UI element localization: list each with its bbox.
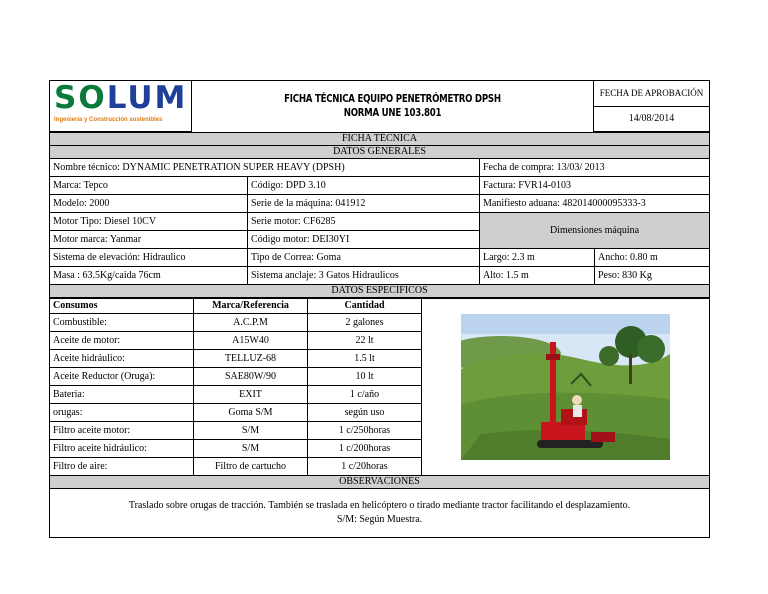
masa: Masa : 63.5Kg/caida 76cm (50, 267, 248, 285)
consumo-cantidad: 1 c/20horas (308, 458, 422, 476)
penetrometer-machine-photo (461, 314, 670, 460)
marca-referencia-header: Marca/Referencia (194, 299, 308, 314)
manifiesto-aduana: Manifiesto aduana: 482014000095333-3 (480, 195, 710, 213)
consumo-marca: S/M (194, 422, 308, 440)
consumo-cantidad: 1 c/250horas (308, 422, 422, 440)
nombre-tecnico: Nombre técnico: DYNAMIC PENETRATION SUPER HEAVY (DPSH) (50, 159, 480, 177)
consumo-marca: A15W40 (194, 332, 308, 350)
largo: Largo: 2.3 m (480, 249, 595, 267)
consumo-item: Filtro aceite hidráulico: (50, 440, 194, 458)
sheet-title: FICHA TÉCNICA EQUIPO PENETRÓMETRO DPSH (284, 93, 501, 106)
consumo-cantidad: 1.5 lt (308, 350, 422, 368)
consumo-marca: EXIT (194, 386, 308, 404)
sistema-anclaje: Sistema anclaje: 3 Gatos Hidraulicos (248, 267, 480, 285)
consumo-cantidad: 22 lt (308, 332, 422, 350)
tipo-correa: Tipo de Correa: Goma (248, 249, 480, 267)
logo-tagline: Ingeniería y Construcción sostenibles (54, 117, 163, 123)
consumo-marca: Goma S/M (194, 404, 308, 422)
sistema-elevacion: Sistema de elevación: Hidraulico (50, 249, 248, 267)
consumo-item: Aceite hidráulico: (50, 350, 194, 368)
consumo-item: Combustible: (50, 314, 194, 332)
peso: Peso: 830 Kg (595, 267, 710, 285)
section-datos-especificos: DATOS ESPECÍFICOS (50, 285, 710, 298)
consumo-cantidad: 2 galones (308, 314, 422, 332)
consumo-item: Aceite Reductor (Oruga): (50, 368, 194, 386)
codigo-motor: Código motor: DEI30YI (248, 231, 480, 249)
consumo-item: Bateria: (50, 386, 194, 404)
consumos-header: Consumos (50, 299, 194, 314)
consumo-cantidad: según uso (308, 404, 422, 422)
dimensiones-maquina: Dimensiones máquina (480, 213, 710, 249)
motor-tipo: Motor Tipo: Diesel 10CV (50, 213, 248, 231)
consumos-table (49, 298, 710, 538)
serie-motor: Serie motor: CF6285 (248, 213, 480, 231)
motor-marca: Motor marca: Yanmar (50, 231, 248, 249)
fecha-compra: Fecha de compra: 13/03/ 2013 (480, 159, 710, 177)
observaciones-text (50, 489, 710, 538)
header-table (49, 80, 710, 132)
marca: Marca: Tepco (50, 177, 248, 195)
factura: Factura: FVR14-0103 (480, 177, 710, 195)
approval-date: 14/08/2014 (594, 106, 710, 132)
consumo-item: Aceite de motor: (50, 332, 194, 350)
general-table (49, 132, 710, 298)
approval-label: FECHA DE APROBACIÓN (594, 81, 710, 107)
consumo-cantidad: 10 lt (308, 368, 422, 386)
modelo: Modelo: 2000 (50, 195, 248, 213)
sheet-norm: NORMA UNE 103.801 (343, 107, 442, 120)
consumo-cantidad: 1 c/200horas (308, 440, 422, 458)
cantidad-header: Cantidad (308, 299, 422, 314)
consumo-item: Filtro aceite motor: (50, 422, 194, 440)
consumo-marca: SAE80W/90 (194, 368, 308, 386)
consumo-cantidad: 1 c/año (308, 386, 422, 404)
consumo-marca: A.C.P.M (194, 314, 308, 332)
serie-maquina: Serie de la máquina: 041912 (248, 195, 480, 213)
consumo-marca: Filtro de cartucho (194, 458, 308, 476)
consumo-item: Filtro de aire: (50, 458, 194, 476)
observaciones-line-2: S/M: Según Muestra. (336, 514, 423, 525)
observaciones-line-1: Traslado sobre orugas de tracción. También se traslada en helicóptero o tirado mediante tractor facilitando el desplazamiento. (128, 500, 631, 511)
logo-wordmark: SOLUM (54, 80, 188, 116)
section-ficha-tecnica: FICHA TÉCNICA (50, 133, 710, 146)
consumo-marca: S/M (194, 440, 308, 458)
codigo: Código: DPD 3.10 (248, 177, 480, 195)
ancho: Ancho: 0.80 m (595, 249, 710, 267)
consumo-item: orugas: (50, 404, 194, 422)
title-cell (192, 81, 594, 132)
machine-photo-cell (422, 299, 710, 476)
company-logo (50, 81, 192, 132)
section-datos-generales: DATOS GENERALES (50, 146, 710, 159)
consumo-marca: TELLUZ-68 (194, 350, 308, 368)
alto: Alto: 1.5 m (480, 267, 595, 285)
section-observaciones: OBSERVACIONES (50, 476, 710, 489)
technical-sheet (49, 80, 709, 538)
